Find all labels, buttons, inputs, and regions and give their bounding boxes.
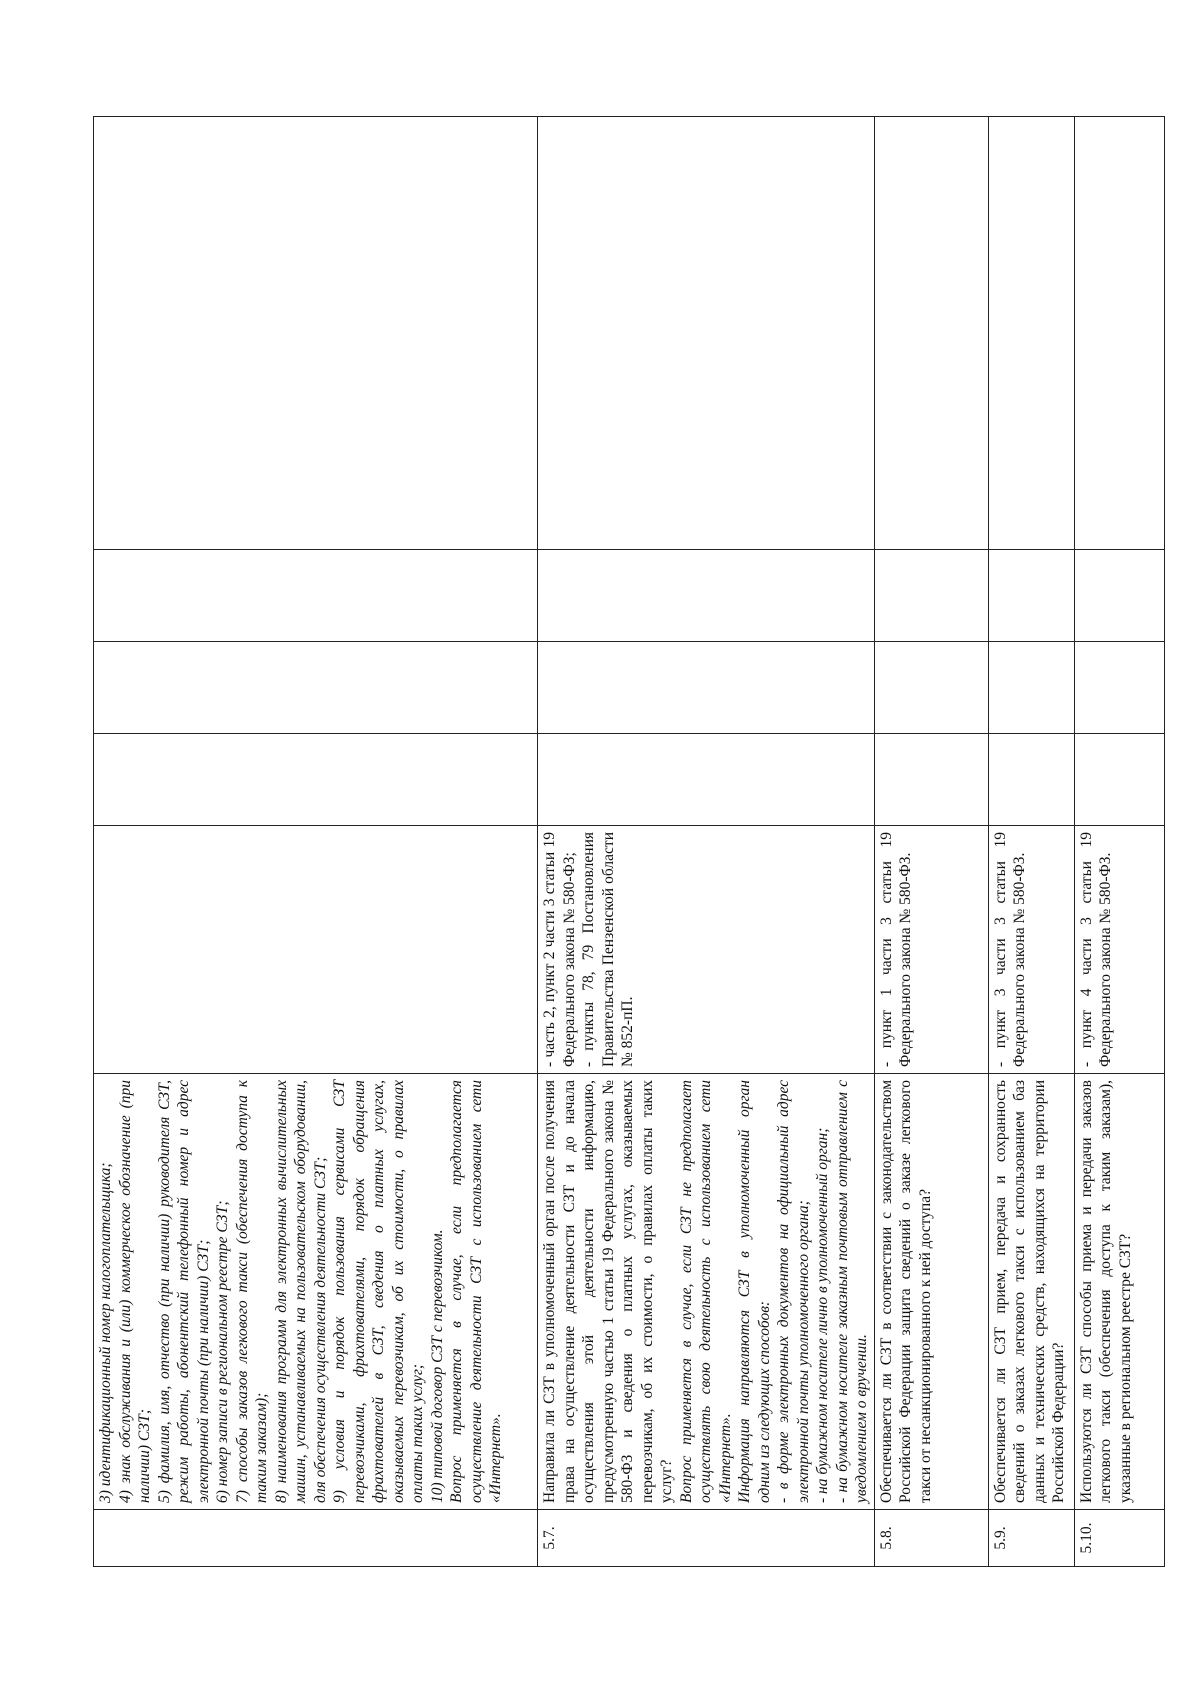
question-text: 10) типовой договор СЗТ с перевозчиком. (428, 1229, 446, 1503)
question-text: 5) фамилия, имя, отчество (при наличии) руководителя СЗТ, режим работы, абонентский телефонный номер и адрес электронной почты (при наличии) СЗТ; (155, 1080, 212, 1503)
answer-no-cell (94, 642, 538, 734)
not-applicable-cell (538, 550, 875, 642)
question-cell (538, 1074, 875, 1510)
table-row (874, 117, 988, 1567)
item-number (94, 1510, 538, 1567)
answer-yes-cell (988, 734, 1074, 826)
item-number: 5.7. (538, 1510, 875, 1567)
question-text: 8) наименования программ для электронных вычислительных машин, устанавливаемых на пользовательском оборудовании, для обеспечения осуществления деятельности СЗТ; (272, 1080, 329, 1503)
question-text: Вопрос применяется в случае, если предполагается осуществление деятельности СЗТ с использованием сети «Интернет». (448, 1080, 504, 1503)
not-applicable-cell (94, 550, 538, 642)
answer-no-cell (538, 642, 875, 734)
question-text: 7) способы заказов легкового такси (обеспечения доступа к таким заказам); (233, 1080, 270, 1503)
question-text: Направила ли СЗТ в уполномоченный орган после получения права на осуществление деятельности СЗТ и до начала осуществления этой деятельности информацию, предусмотренную частью 1 статьи 19 Федерального закона № 580-ФЗ и сведения о платных услугах, оказываемых перевозчикам, об их стоимости, о правилах оплаты таких услуг? (541, 1080, 675, 1503)
answer-yes-cell (1074, 734, 1164, 826)
legal-reference-cell (1074, 826, 1164, 1074)
question-text: Обеспечивается ли СЗТ в соответствии с законодательством Российской Федерации защита сведений о заказе легкового такси от несанкционированного к ней доступа? (877, 1080, 934, 1503)
inspection-checklist-table (93, 116, 1165, 1567)
table-row (94, 117, 538, 1567)
answer-no-cell (988, 642, 1074, 734)
legal-reference-cell (538, 826, 875, 1074)
table-row (1074, 117, 1164, 1567)
question-text: Информация направляются СЗТ в уполномоченный орган одним из следующих способов: (736, 1080, 773, 1503)
item-number: 5.9. (988, 1510, 1074, 1567)
question-cell (874, 1074, 988, 1510)
question-text: 6) номер записи в региональном реестре СЗТ; (214, 1200, 231, 1503)
answer-yes-cell (94, 734, 538, 826)
item-number: 5.10. (1074, 1510, 1164, 1567)
answer-no-cell (874, 642, 988, 734)
notes-cell (538, 117, 875, 550)
legal-reference-text: - пункт 4 части 3 статьи 19 Федерального закона № 580-ФЗ. (1077, 832, 1114, 1067)
question-cell (988, 1074, 1074, 1510)
legal-reference-text: - пункт 1 части 3 статьи 19 Федерального закона № 580-ФЗ. (877, 832, 914, 1067)
question-text: 9) условия и порядок пользования сервисами СЗТ перевозчиками, фрахтователями, порядок обращения фрахтователей в СЗТ, сведения о платных услугах, оказываемых перевозчикам, об их стоимости, о правилах оплаты таких услуг; (331, 1080, 426, 1503)
question-text: - на бумажном носителе лично в уполномоченный орган; (814, 1127, 831, 1503)
answer-no-cell (1074, 642, 1164, 734)
question-cell (1074, 1074, 1164, 1510)
notes-cell (1074, 117, 1164, 550)
legal-reference-cell (988, 826, 1074, 1074)
legal-reference-text: - часть 2, пункт 2 части 3 статьи 19 Федерального закона № 580-ФЗ; (541, 832, 578, 1067)
not-applicable-cell (988, 550, 1074, 642)
table-row (538, 117, 875, 1567)
not-applicable-cell (874, 550, 988, 642)
question-text: Обеспечивается ли СЗТ прием, передача и сохранность сведений о заказах легкового такси с использованием баз данных и технических средств, находящихся на территории Российской Федерации? (991, 1080, 1067, 1503)
item-number: 5.8. (874, 1510, 988, 1567)
legal-reference-text: - пункт 3 части 3 статьи 19 Федерального закона № 580-ФЗ. (991, 832, 1028, 1067)
question-text: Используются ли СЗТ способы приема и передачи заказов легкового такси (обеспечения доступа к таким заказам), указанные в региональном реестре СЗТ? (1077, 1080, 1134, 1503)
notes-cell (988, 117, 1074, 550)
legal-reference-cell (94, 826, 538, 1074)
question-text: - в форме электронных документов на официальный адрес электронной почты уполномоченного органа; (775, 1080, 812, 1503)
question-text: Вопрос применяется в случае, если СЗТ не предполагает осуществлять свою деятельность с использованием сети «Интернет». (677, 1080, 734, 1503)
question-text: - на бумажном носителе заказным почтовым отправлением с уведомлением о вручении. (833, 1080, 870, 1503)
notes-cell (874, 117, 988, 550)
legal-reference-text: - пункты 78, 79 Постановления Правительства Пензенской области № 852-пП. (580, 832, 636, 1067)
not-applicable-cell (1074, 550, 1164, 642)
question-cell (94, 1074, 538, 1510)
answer-yes-cell (538, 734, 875, 826)
question-text: 4) знак обслуживания и (или) коммерческое обозначение (при наличии) СЗТ; (116, 1080, 153, 1503)
question-text: 3) идентификационный номер налогоплательщика; (97, 1162, 114, 1503)
legal-reference-cell (874, 826, 988, 1074)
notes-cell (94, 117, 538, 550)
table-row (988, 117, 1074, 1567)
answer-yes-cell (874, 734, 988, 826)
